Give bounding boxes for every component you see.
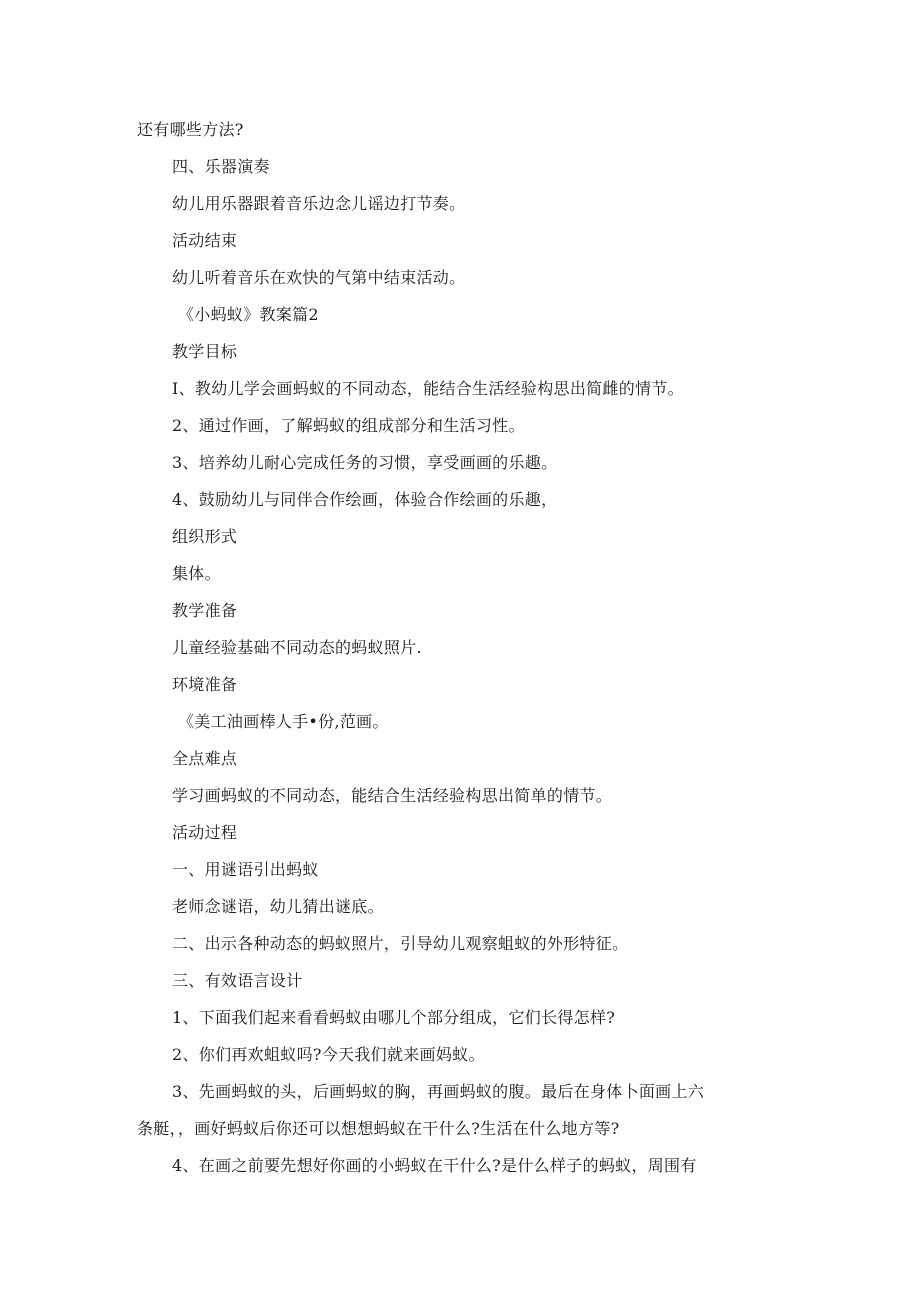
section-heading: 教学目标 [172,342,238,361]
text-line: 幼儿用乐器跟着音乐边念儿谣边打节奏。 [172,194,466,213]
list-item: 1、下面我们起来看看蚂蚁由哪儿个部分组成，它们长得怎样? [172,1008,616,1027]
text-line: 学习画蚂蚁的不同动态，能结合生活经验构思出简单的情节。 [172,786,613,805]
text-line: 还有哪些方法? [137,120,244,139]
section-heading: 活动过程 [172,823,238,842]
list-item: 二、出示各种动态的蚂蚁照片，引导幼儿观察蛆蚁的外形特征。 [172,934,629,953]
text-line: 集体。 [172,564,221,583]
list-item: 三、有效语言设计 [172,971,303,990]
text-line: 儿童经验基础不同动态的蚂蚁照片. [172,638,422,657]
list-item: I、教幼儿学会画蚂蚁的不同动态，能结合生活经验构思出简雌的情节。 [172,379,684,398]
section-heading: 环境准备 [172,675,238,694]
list-item: 3、培养幼儿耐心完成任务的习惯，享受画画的乐趣。 [172,453,558,472]
list-item: 一、用谜语引出蚂蚁 [172,860,319,879]
lesson-title: 《小蚂蚁》教案篇2 [178,305,319,324]
text-line: 老师念谜语，幼儿猜出谜底。 [172,897,384,916]
section-heading: 组织形式 [172,527,238,546]
text-line: 幼儿听着音乐在欢快的气第中结束活动。 [172,268,466,287]
list-item: 4、在画之前要先想好你画的小蚂蚁在干什么?是什么样子的蚂蚁，周围有 [172,1156,697,1175]
list-item: 4、鼓励幼儿与同伴合作绘画，体验合作绘画的乐趣， [172,490,558,509]
list-item: 3、先画蚂蚁的头，后画蚂蚁的胸，再画蚂蚁的腹。最后在身体卜面画上六 [172,1082,705,1101]
section-heading: 全点难点 [172,749,238,768]
text-line: 条艇，，画好蚂蚁后你还可以想想蚂蚁在干什么?生活在什么地方等? [137,1119,620,1138]
list-item: 2、你们再欢蛆蚁吗?今天我们就来画妈蚁。 [172,1045,485,1064]
section-heading: 四、乐器演奏 [172,157,270,176]
text-line: 《美工油画棒人手•份,范画。 [178,712,389,731]
section-heading: 教学准备 [172,601,238,620]
list-item: 2、通过作画，了解蚂蚁的组成部分和生活习性。 [172,416,525,435]
section-heading: 活动结束 [172,231,238,250]
